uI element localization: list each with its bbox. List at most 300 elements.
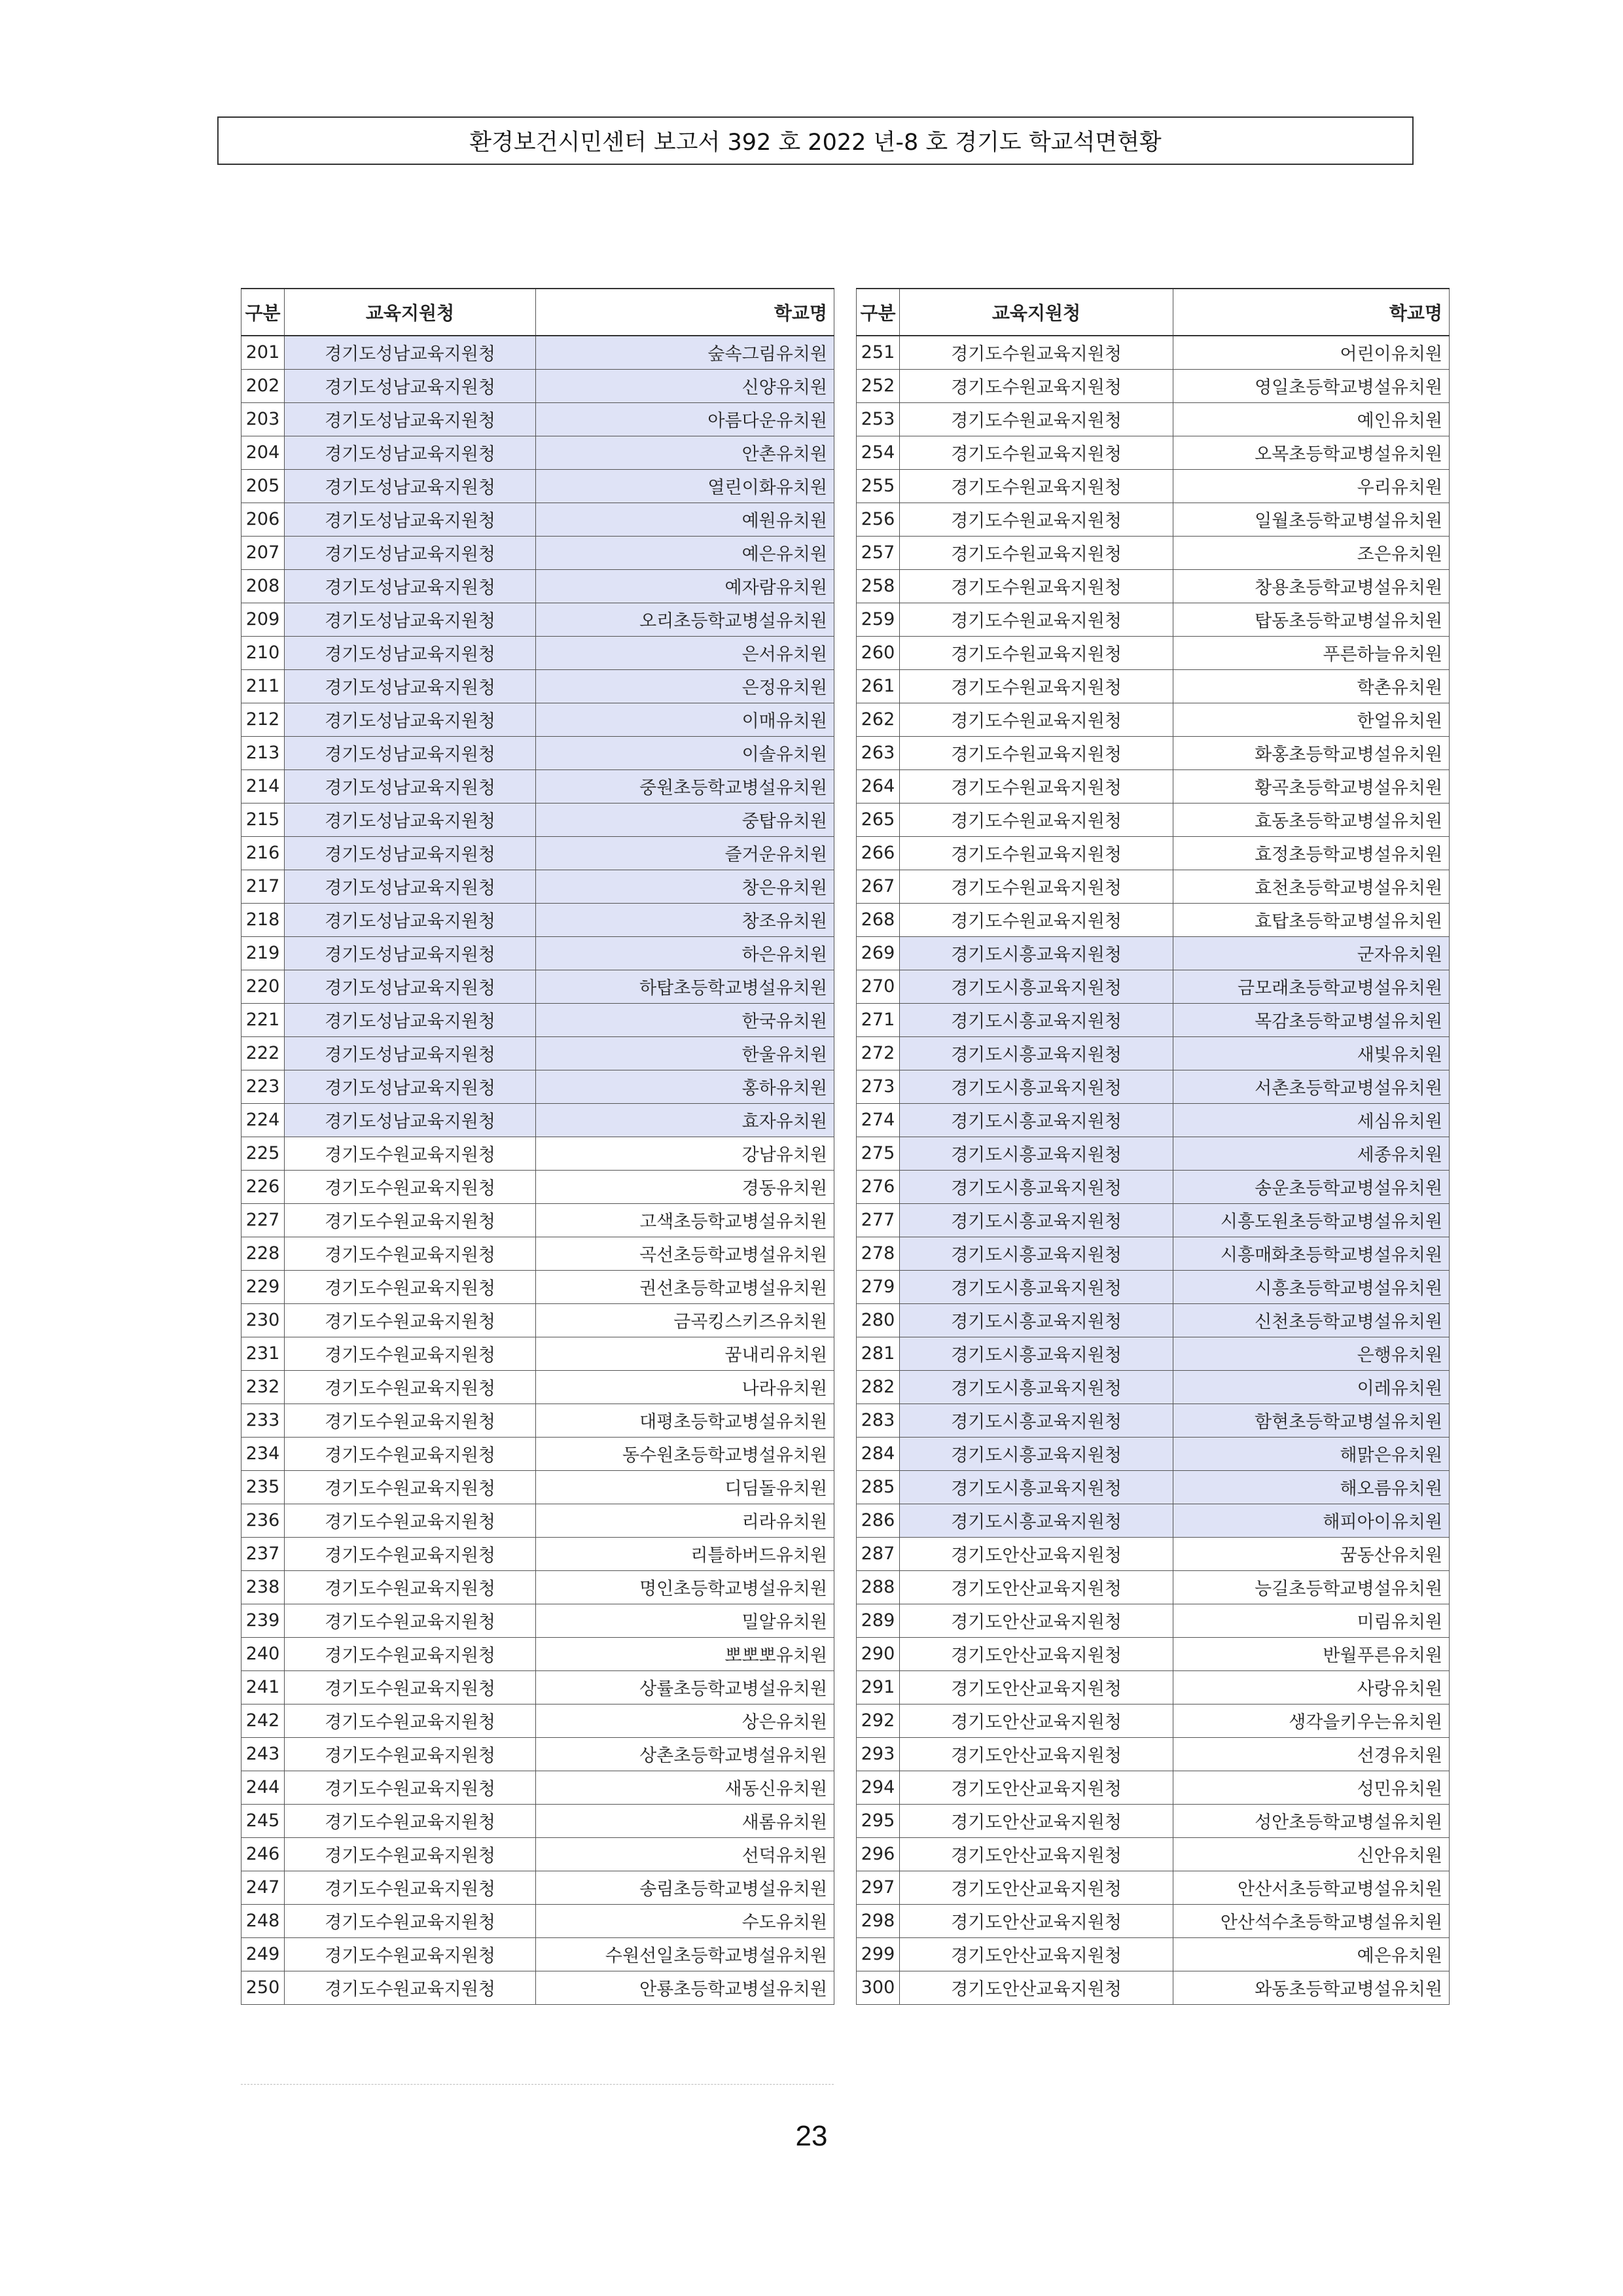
table-row (857, 1237, 1450, 1270)
table-row (857, 1270, 1450, 1303)
table-row (241, 669, 834, 703)
table-row (241, 402, 834, 436)
table-row (241, 536, 834, 569)
cell-school: 세종유치원 (1173, 1137, 1450, 1170)
cell-no: 262 (857, 703, 900, 736)
table-row (241, 1504, 834, 1537)
table-row (857, 503, 1450, 536)
report-title: 환경보건시민센터 보고서 392 호 2022 년-8 호 경기도 학교석면현황 (469, 130, 1162, 156)
cell-no: 208 (241, 569, 285, 603)
cell-school: 상률초등학교병설유치원 (536, 1670, 834, 1704)
column-header-no: 구분 (241, 289, 285, 336)
column-header-school: 학교명 (1173, 289, 1450, 336)
cell-no: 225 (241, 1137, 285, 1170)
cell-office: 경기도안산교육지원청 (900, 1837, 1173, 1871)
table-row (241, 1570, 834, 1604)
table-row (241, 1170, 834, 1203)
cell-school: 능길초등학교병설유치원 (1173, 1570, 1450, 1604)
cell-school: 아름다운유치원 (536, 402, 834, 436)
cell-office: 경기도성남교육지원청 (285, 803, 536, 836)
cell-office: 경기도성남교육지원청 (285, 436, 536, 469)
cell-no: 230 (241, 1303, 285, 1337)
cell-school: 권선초등학교병설유치원 (536, 1270, 834, 1303)
cell-office: 경기도안산교육지원청 (900, 1904, 1173, 1937)
cell-office: 경기도수원교육지원청 (285, 1337, 536, 1370)
cell-office: 경기도성남교육지원청 (285, 569, 536, 603)
cell-no: 300 (857, 1971, 900, 2004)
cell-school: 미림유치원 (1173, 1604, 1450, 1637)
cell-office: 경기도수원교육지원청 (285, 1137, 536, 1170)
cell-office: 경기도수원교육지원청 (900, 336, 1173, 369)
cell-office: 경기도성남교육지원청 (285, 1070, 536, 1103)
cell-no: 239 (241, 1604, 285, 1637)
cell-no: 206 (241, 503, 285, 536)
cell-office: 경기도수원교육지원청 (285, 1404, 536, 1437)
cell-school: 중원초등학교병설유치원 (536, 769, 834, 803)
cell-office: 경기도수원교육지원청 (900, 402, 1173, 436)
cell-school: 푸른하늘유치원 (1173, 636, 1450, 669)
table-row (857, 536, 1450, 569)
cell-school: 상은유치원 (536, 1704, 834, 1737)
table-row (857, 336, 1450, 369)
table-row (857, 402, 1450, 436)
cell-no: 213 (241, 736, 285, 769)
table-row (241, 803, 834, 836)
table-row (857, 636, 1450, 669)
table-row (857, 803, 1450, 836)
cell-school: 중탑유치원 (536, 803, 834, 836)
table-row (857, 936, 1450, 970)
cell-school: 뽀뽀뽀유치원 (536, 1637, 834, 1670)
table-row (857, 1137, 1450, 1170)
cell-no: 258 (857, 569, 900, 603)
cell-office: 경기도성남교육지원청 (285, 1003, 536, 1036)
cell-school: 이레유치원 (1173, 1370, 1450, 1404)
table-row (857, 369, 1450, 402)
cell-no: 296 (857, 1837, 900, 1871)
cell-school: 리라유치원 (536, 1504, 834, 1537)
cell-office: 경기도수원교육지원청 (285, 1237, 536, 1270)
cell-school: 선덕유치원 (536, 1837, 834, 1871)
cell-school: 서촌초등학교병설유치원 (1173, 1070, 1450, 1103)
cell-school: 선경유치원 (1173, 1737, 1450, 1771)
table-row (857, 703, 1450, 736)
cell-office: 경기도시흥교육지원청 (900, 1404, 1173, 1437)
table-row (241, 636, 834, 669)
cell-school: 예자람유치원 (536, 569, 834, 603)
cell-office: 경기도성남교육지원청 (285, 836, 536, 870)
cell-office: 경기도안산교육지원청 (900, 1971, 1173, 2004)
table-row (241, 1303, 834, 1337)
cell-office: 경기도수원교육지원청 (285, 1670, 536, 1704)
cell-no: 285 (857, 1470, 900, 1504)
cell-office: 경기도시흥교육지원청 (900, 1303, 1173, 1337)
table-row (857, 603, 1450, 636)
cell-no: 247 (241, 1871, 285, 1904)
cell-office: 경기도수원교육지원청 (285, 1370, 536, 1404)
cell-no: 242 (241, 1704, 285, 1737)
cell-office: 경기도시흥교육지원청 (900, 1203, 1173, 1237)
cell-no: 234 (241, 1437, 285, 1470)
cell-office: 경기도안산교육지원청 (900, 1704, 1173, 1737)
column-header-office: 교육지원청 (900, 289, 1173, 336)
table-cut-edge (241, 2084, 834, 2089)
table-row (241, 769, 834, 803)
cell-office: 경기도성남교육지원청 (285, 736, 536, 769)
cell-no: 205 (241, 469, 285, 503)
cell-office: 경기도시흥교육지원청 (900, 1003, 1173, 1036)
cell-school: 생각을키우는유치원 (1173, 1704, 1450, 1737)
cell-school: 수원선일초등학교병설유치원 (536, 1937, 834, 1971)
cell-no: 269 (857, 936, 900, 970)
cell-school: 조은유치원 (1173, 536, 1450, 569)
cell-office: 경기도수원교육지원청 (285, 1270, 536, 1303)
cell-no: 271 (857, 1003, 900, 1036)
cell-no: 212 (241, 703, 285, 736)
table-row (241, 836, 834, 870)
cell-school: 해피아이유치원 (1173, 1504, 1450, 1537)
cell-no: 245 (241, 1804, 285, 1837)
table-row (241, 1237, 834, 1270)
table-row (241, 1704, 834, 1737)
cell-office: 경기도수원교육지원청 (285, 1771, 536, 1804)
cell-no: 265 (857, 803, 900, 836)
cell-no: 202 (241, 369, 285, 402)
column-header-school: 학교명 (536, 289, 834, 336)
cell-school: 신천초등학교병설유치원 (1173, 1303, 1450, 1337)
cell-no: 218 (241, 903, 285, 936)
school-table-right (856, 288, 1450, 2005)
cell-no: 223 (241, 1070, 285, 1103)
cell-school: 이솔유치원 (536, 736, 834, 769)
cell-school: 나라유치원 (536, 1370, 834, 1404)
cell-no: 276 (857, 1170, 900, 1203)
cell-office: 경기도수원교육지원청 (900, 870, 1173, 903)
cell-no: 215 (241, 803, 285, 836)
cell-office: 경기도수원교육지원청 (285, 1303, 536, 1337)
cell-no: 246 (241, 1837, 285, 1871)
cell-school: 송운초등학교병설유치원 (1173, 1170, 1450, 1203)
cell-no: 224 (241, 1103, 285, 1137)
table-row (857, 1337, 1450, 1370)
table-row (857, 1036, 1450, 1070)
cell-school: 꿈동산유치원 (1173, 1537, 1450, 1570)
table-row (857, 769, 1450, 803)
cell-school: 꿈내리유치원 (536, 1337, 834, 1370)
cell-office: 경기도시흥교육지원청 (900, 936, 1173, 970)
cell-office: 경기도수원교육지원청 (285, 1203, 536, 1237)
table-row (241, 469, 834, 503)
table-row (241, 970, 834, 1003)
cell-office: 경기도시흥교육지원청 (900, 1036, 1173, 1070)
cell-no: 280 (857, 1303, 900, 1337)
cell-school: 황곡초등학교병설유치원 (1173, 769, 1450, 803)
table-row (241, 1470, 834, 1504)
cell-no: 282 (857, 1370, 900, 1404)
table-row (241, 1537, 834, 1570)
cell-school: 금곡킹스키즈유치원 (536, 1303, 834, 1337)
cell-school: 금모래초등학교병설유치원 (1173, 970, 1450, 1003)
table-row (857, 1637, 1450, 1670)
cell-school: 사랑유치원 (1173, 1670, 1450, 1704)
cell-office: 경기도수원교육지원청 (900, 836, 1173, 870)
table-row (857, 736, 1450, 769)
cell-no: 292 (857, 1704, 900, 1737)
cell-no: 270 (857, 970, 900, 1003)
cell-no: 287 (857, 1537, 900, 1570)
cell-office: 경기도수원교육지원청 (285, 1737, 536, 1771)
cell-office: 경기도시흥교육지원청 (900, 1504, 1173, 1537)
cell-office: 경기도안산교육지원청 (900, 1537, 1173, 1570)
cell-no: 283 (857, 1404, 900, 1437)
cell-no: 238 (241, 1570, 285, 1604)
cell-office: 경기도수원교육지원청 (900, 603, 1173, 636)
cell-school: 예은유치원 (1173, 1937, 1450, 1971)
cell-no: 256 (857, 503, 900, 536)
cell-office: 경기도수원교육지원청 (285, 1837, 536, 1871)
cell-school: 효동초등학교병설유치원 (1173, 803, 1450, 836)
cell-school: 새빛유치원 (1173, 1036, 1450, 1070)
cell-no: 277 (857, 1203, 900, 1237)
cell-no: 240 (241, 1637, 285, 1670)
cell-no: 236 (241, 1504, 285, 1537)
cell-school: 안산서초등학교병설유치원 (1173, 1871, 1450, 1904)
cell-no: 289 (857, 1604, 900, 1637)
cell-office: 경기도시흥교육지원청 (900, 1070, 1173, 1103)
cell-no: 299 (857, 1937, 900, 1971)
cell-school: 화홍초등학교병설유치원 (1173, 736, 1450, 769)
cell-no: 274 (857, 1103, 900, 1137)
cell-no: 250 (241, 1971, 285, 2004)
cell-school: 디딤돌유치원 (536, 1470, 834, 1504)
cell-no: 261 (857, 669, 900, 703)
cell-school: 한울유치원 (536, 1036, 834, 1070)
cell-office: 경기도안산교육지원청 (900, 1637, 1173, 1670)
cell-school: 함현초등학교병설유치원 (1173, 1404, 1450, 1437)
table-row (241, 1971, 834, 2004)
table-row (241, 1871, 834, 1904)
table-row (857, 1670, 1450, 1704)
cell-school: 하은유치원 (536, 936, 834, 970)
cell-school: 곡선초등학교병설유치원 (536, 1237, 834, 1270)
cell-no: 286 (857, 1504, 900, 1537)
cell-school: 어린이유치원 (1173, 336, 1450, 369)
cell-office: 경기도시흥교육지원청 (900, 1103, 1173, 1137)
table-row (241, 1070, 834, 1103)
table-row (857, 1170, 1450, 1203)
table-header-row (241, 289, 834, 336)
cell-school: 리틀하버드유치원 (536, 1537, 834, 1570)
table-row (857, 836, 1450, 870)
table-row (241, 1804, 834, 1837)
cell-school: 성안초등학교병설유치원 (1173, 1804, 1450, 1837)
cell-office: 경기도수원교육지원청 (285, 1504, 536, 1537)
cell-school: 우리유치원 (1173, 469, 1450, 503)
cell-no: 217 (241, 870, 285, 903)
cell-office: 경기도성남교육지원청 (285, 703, 536, 736)
report-header (217, 116, 1414, 165)
cell-no: 291 (857, 1670, 900, 1704)
cell-no: 248 (241, 1904, 285, 1937)
cell-no: 251 (857, 336, 900, 369)
cell-no: 237 (241, 1537, 285, 1570)
cell-school: 효정초등학교병설유치원 (1173, 836, 1450, 870)
cell-school: 한얼유치원 (1173, 703, 1450, 736)
table-row (857, 436, 1450, 469)
cell-no: 207 (241, 536, 285, 569)
cell-no: 249 (241, 1937, 285, 1971)
table-row (857, 1804, 1450, 1837)
cell-no: 219 (241, 936, 285, 970)
cell-no: 293 (857, 1737, 900, 1771)
cell-no: 259 (857, 603, 900, 636)
cell-office: 경기도성남교육지원청 (285, 970, 536, 1003)
cell-school: 군자유치원 (1173, 936, 1450, 970)
table-row (241, 870, 834, 903)
table-row (857, 1871, 1450, 1904)
cell-school: 효탑초등학교병설유치원 (1173, 903, 1450, 936)
table-row (241, 1637, 834, 1670)
table-row (241, 1137, 834, 1170)
table-row (857, 1771, 1450, 1804)
cell-no: 244 (241, 1771, 285, 1804)
cell-office: 경기도안산교육지원청 (900, 1570, 1173, 1604)
cell-office: 경기도수원교육지원청 (900, 703, 1173, 736)
cell-school: 효자유치원 (536, 1103, 834, 1137)
cell-school: 홍하유치원 (536, 1070, 834, 1103)
cell-office: 경기도안산교육지원청 (900, 1604, 1173, 1637)
table-row (857, 970, 1450, 1003)
cell-office: 경기도성남교육지원청 (285, 603, 536, 636)
cell-no: 268 (857, 903, 900, 936)
table-header-row (857, 289, 1450, 336)
cell-no: 255 (857, 469, 900, 503)
cell-office: 경기도수원교육지원청 (285, 1937, 536, 1971)
cell-school: 시흥초등학교병설유치원 (1173, 1270, 1450, 1303)
cell-office: 경기도성남교육지원청 (285, 402, 536, 436)
table-row (241, 1837, 834, 1871)
table-row (857, 1904, 1450, 1937)
table-row (857, 1370, 1450, 1404)
cell-no: 272 (857, 1036, 900, 1070)
cell-office: 경기도수원교육지원청 (900, 669, 1173, 703)
cell-office: 경기도시흥교육지원청 (900, 1170, 1173, 1203)
table-row (241, 369, 834, 402)
table-row (241, 436, 834, 469)
cell-no: 220 (241, 970, 285, 1003)
cell-school: 강남유치원 (536, 1137, 834, 1170)
table-row (857, 1103, 1450, 1137)
cell-office: 경기도수원교육지원청 (285, 1537, 536, 1570)
cell-office: 경기도수원교육지원청 (285, 1570, 536, 1604)
cell-office: 경기도수원교육지원청 (900, 736, 1173, 769)
cell-school: 밀알유치원 (536, 1604, 834, 1637)
cell-school: 은행유치원 (1173, 1337, 1450, 1370)
cell-office: 경기도시흥교육지원청 (900, 1270, 1173, 1303)
cell-school: 일월초등학교병설유치원 (1173, 503, 1450, 536)
cell-school: 안룡초등학교병설유치원 (536, 1971, 834, 2004)
cell-office: 경기도성남교육지원청 (285, 369, 536, 402)
table-row (857, 1303, 1450, 1337)
table-row (857, 1837, 1450, 1871)
table-row (241, 1370, 834, 1404)
table-row (857, 1570, 1450, 1604)
cell-no: 294 (857, 1771, 900, 1804)
table-row (241, 1203, 834, 1237)
cell-school: 세심유치원 (1173, 1103, 1450, 1137)
cell-office: 경기도수원교육지원청 (900, 636, 1173, 669)
cell-office: 경기도시흥교육지원청 (900, 1470, 1173, 1504)
cell-school: 하탑초등학교병설유치원 (536, 970, 834, 1003)
cell-no: 229 (241, 1270, 285, 1303)
cell-school: 송림초등학교병설유치원 (536, 1871, 834, 1904)
cell-office: 경기도수원교육지원청 (900, 436, 1173, 469)
table-row (857, 1937, 1450, 1971)
cell-no: 295 (857, 1804, 900, 1837)
table-row (241, 336, 834, 369)
cell-no: 273 (857, 1070, 900, 1103)
cell-no: 260 (857, 636, 900, 669)
cell-school: 창용초등학교병설유치원 (1173, 569, 1450, 603)
cell-school: 예은유치원 (536, 536, 834, 569)
cell-no: 210 (241, 636, 285, 669)
cell-no: 228 (241, 1237, 285, 1270)
cell-office: 경기도성남교육지원청 (285, 903, 536, 936)
cell-school: 창은유치원 (536, 870, 834, 903)
cell-office: 경기도수원교육지원청 (900, 369, 1173, 402)
cell-no: 253 (857, 402, 900, 436)
table-row (241, 1904, 834, 1937)
cell-school: 고색초등학교병설유치원 (536, 1203, 834, 1237)
cell-school: 안촌유치원 (536, 436, 834, 469)
cell-office: 경기도안산교육지원청 (900, 1871, 1173, 1904)
cell-no: 263 (857, 736, 900, 769)
cell-school: 새동신유치원 (536, 1771, 834, 1804)
table-row (857, 870, 1450, 903)
cell-school: 오목초등학교병설유치원 (1173, 436, 1450, 469)
cell-office: 경기도시흥교육지원청 (900, 1437, 1173, 1470)
cell-no: 227 (241, 1203, 285, 1237)
cell-office: 경기도안산교육지원청 (900, 1771, 1173, 1804)
table-row (857, 1003, 1450, 1036)
table-body-left (241, 336, 834, 2004)
cell-no: 241 (241, 1670, 285, 1704)
cell-office: 경기도성남교육지원청 (285, 1036, 536, 1070)
table-row (241, 1670, 834, 1704)
cell-office: 경기도안산교육지원청 (900, 1937, 1173, 1971)
cell-office: 경기도성남교육지원청 (285, 503, 536, 536)
cell-office: 경기도수원교육지원청 (285, 1170, 536, 1203)
table-row (241, 903, 834, 936)
cell-office: 경기도시흥교육지원청 (900, 1137, 1173, 1170)
cell-office: 경기도수원교육지원청 (285, 1470, 536, 1504)
cell-office: 경기도성남교육지원청 (285, 769, 536, 803)
cell-office: 경기도시흥교육지원청 (900, 1337, 1173, 1370)
cell-office: 경기도수원교육지원청 (285, 1871, 536, 1904)
table-row (241, 936, 834, 970)
cell-no: 281 (857, 1337, 900, 1370)
cell-no: 214 (241, 769, 285, 803)
cell-no: 235 (241, 1470, 285, 1504)
cell-school: 은서유치원 (536, 636, 834, 669)
table-row (241, 1003, 834, 1036)
cell-school: 예인유치원 (1173, 402, 1450, 436)
cell-office: 경기도수원교육지원청 (900, 803, 1173, 836)
table-row (241, 703, 834, 736)
cell-no: 204 (241, 436, 285, 469)
cell-office: 경기도성남교육지원청 (285, 1103, 536, 1137)
cell-school: 반월푸른유치원 (1173, 1637, 1450, 1670)
